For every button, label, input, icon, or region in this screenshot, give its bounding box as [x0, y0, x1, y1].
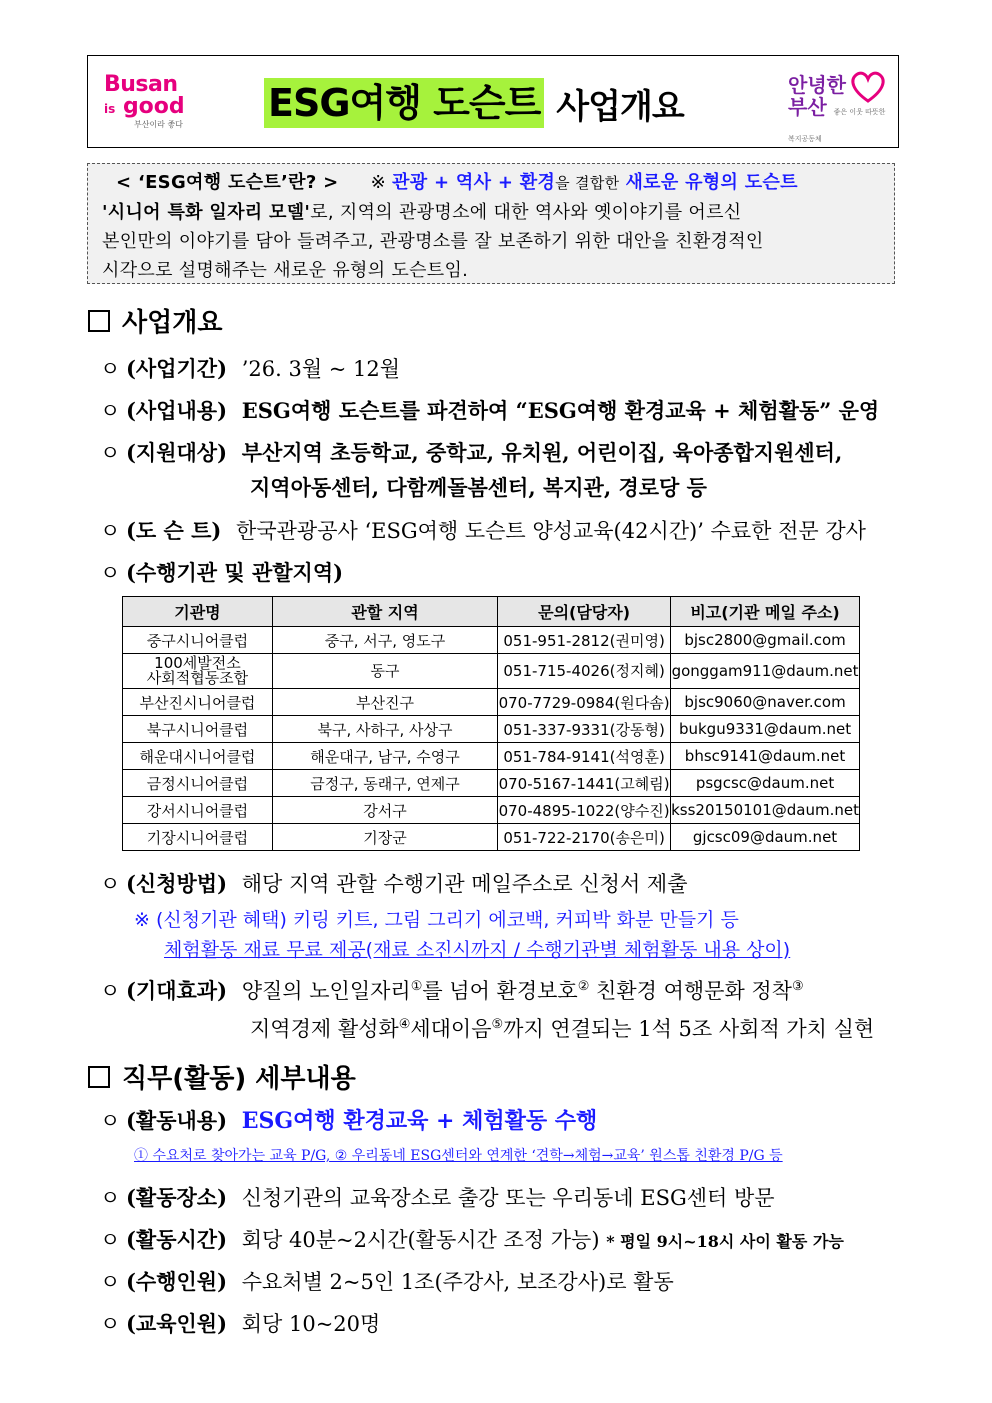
item-activity	[100, 1104, 597, 1135]
item-docent-label: (도 슨 트)	[126, 518, 222, 543]
item-content-text: ESG여행 도슨트를 파견하여 “ESG여행 환경교육 + 체험활동” 운영	[241, 398, 880, 423]
effect-sup4: ④	[398, 1017, 411, 1032]
item-apply	[100, 868, 688, 898]
effect-sup5: ⑤	[491, 1017, 504, 1032]
item-period-label: (사업기간)	[126, 356, 228, 381]
bullet-icon: ㅇ	[100, 399, 121, 423]
institution-table	[122, 596, 860, 851]
table-cell: kss20150101@daum.net	[671, 797, 860, 824]
item-students	[100, 1308, 380, 1338]
checkbox-square-icon	[88, 310, 110, 332]
table-header: 비고(기관 메일 주소)	[671, 597, 860, 627]
intro-box	[87, 163, 895, 284]
item-time-note: * 평일 9시~18시 사이 활동 가능	[606, 1232, 844, 1251]
table-cell: 051-951-2812(권미영)	[498, 627, 671, 654]
bullet-icon: ㅇ	[100, 979, 121, 1003]
item-period-text: ’26. 3월 ~ 12월	[241, 357, 401, 381]
page-title-rest: 사업개요	[556, 86, 684, 127]
table-cell: bhsc9141@daum.net	[671, 743, 860, 770]
header-box	[87, 55, 899, 148]
effect-part6: 까지 연결되는 1석 5조 사회적 가치 실현	[503, 1017, 875, 1041]
section1-heading	[88, 302, 222, 339]
bullet-icon: ㅇ	[100, 519, 121, 543]
intro-heading: < ‘ESG여행 도슨트’란? >	[116, 172, 339, 193]
item-time-text: 회당 40분~2시간(활동시간 조정 가능)	[241, 1228, 600, 1252]
table-cell: 중구, 서구, 영도구	[272, 627, 497, 654]
item-students-text: 회당 10~20명	[241, 1312, 381, 1336]
item-institutions-label: (수행기관 및 관할지역)	[126, 560, 344, 585]
item-students-label: (교육인원)	[126, 1311, 228, 1336]
item-content-label: (사업내용)	[126, 398, 228, 423]
intro-line1	[102, 168, 880, 198]
effect-part1: 양질의 노인일자리	[241, 979, 411, 1003]
heart-icon	[848, 70, 888, 104]
table-cell: 070-7729-0984(원다솜)	[498, 689, 671, 716]
bullet-icon: ㅇ	[100, 561, 121, 585]
item-time-label: (활동시간)	[126, 1227, 228, 1252]
item-staff	[100, 1266, 674, 1296]
logo-right-line1: 안녕한	[788, 73, 846, 97]
item-place-text: 신청기관의 교육장소로 출강 또는 우리동네 ESG센터 방문	[241, 1186, 775, 1210]
item-target-label: (지원대상)	[126, 440, 228, 465]
effect-part3: 친환경 여행문화 정착	[596, 979, 792, 1003]
table-cell: 강서시니어클럽	[123, 797, 273, 824]
table-cell: 동구	[272, 654, 497, 689]
logo-left-line2: good	[122, 94, 185, 119]
busan-is-good-logo	[104, 74, 194, 132]
section2-title: 직무(활동) 세부내용	[122, 1064, 356, 1094]
table-header: 문의(담당자)	[498, 597, 671, 627]
bullet-icon: ㅇ	[100, 1109, 121, 1133]
table-cell: 기장시니어클럽	[123, 824, 273, 851]
bullet-icon: ㅇ	[100, 872, 121, 896]
table-cell: 051-722-2170(송은미)	[498, 824, 671, 851]
effect-part5: 세대이음	[410, 1017, 492, 1041]
table-row	[123, 689, 860, 716]
logo-left-line1: Busan	[104, 72, 178, 97]
logo-right-line2-wrap	[788, 96, 888, 150]
effect-part4: 지역경제 활성화	[250, 1017, 399, 1041]
table-row	[123, 797, 860, 824]
logo-left-sub: 부산이라 좋다	[134, 120, 183, 129]
table-cell: 강서구	[272, 797, 497, 824]
table-cell: gonggam911@daum.net	[671, 654, 860, 689]
intro-line2-bold: '시니어 특화 일자리 모델'	[102, 202, 311, 223]
page-title	[264, 76, 684, 130]
logo-right-sub: 좋은 이웃 따뜻한 복지공동체	[788, 108, 886, 143]
item-activity-label: (활동내용)	[126, 1108, 228, 1133]
bullet-icon: ㅇ	[100, 441, 121, 465]
table-cell: 금정구, 동래구, 연제구	[272, 770, 497, 797]
bullet-icon: ㅇ	[100, 1270, 121, 1294]
section2-heading	[88, 1058, 356, 1095]
item-place	[100, 1182, 775, 1212]
table-header: 관할 지역	[272, 597, 497, 627]
table-cell: 중구시니어클럽	[123, 627, 273, 654]
intro-line3: 본인만의 이야기를 담아 들려주고, 관광명소를 잘 보존하기 위한 대안을 친환경적인	[102, 231, 764, 252]
table-cell: bukgu9331@daum.net	[671, 716, 860, 743]
item-effect	[100, 975, 804, 1005]
section1-title: 사업개요	[122, 308, 223, 338]
item-target-text: 부산지역 초등학교, 중학교, 유치원, 어린이집, 육아종합지원센터,	[241, 440, 843, 465]
table-cell: 051-337-9331(강동형)	[498, 716, 671, 743]
intro-line2	[102, 198, 880, 227]
table-cell: psgcsc@daum.net	[671, 770, 860, 797]
item-docent-text: 한국관광공사 ‘ESG여행 도슨트 양성교육(42시간)’ 수료한 전문 강사	[236, 519, 866, 543]
table-cell: 부산진구	[272, 689, 497, 716]
item-docent	[100, 515, 866, 545]
table-cell: 부산진시니어클럽	[123, 689, 273, 716]
table-header: 기관명	[123, 597, 273, 627]
bullet-icon: ㅇ	[100, 1228, 121, 1252]
item-target-text2: 지역아동센터, 다함께돌봄센터, 복지관, 경로당 등	[250, 475, 707, 500]
item-staff-label: (수행인원)	[126, 1269, 228, 1294]
intro-note-blue: 관광 + 역사 + 환경	[392, 172, 556, 193]
table-row	[123, 716, 860, 743]
table-cell: 기장군	[272, 824, 497, 851]
table-row	[123, 824, 860, 851]
intro-line2-rest: 로, 지역의 관광명소에 대한 역사와 옛이야기를 어르신	[310, 202, 742, 223]
apply-benefit-note: ※ (신청기관 혜택) 키링 키트, 그림 그리기 에코백, 커피박 화분 만들기 등	[134, 909, 739, 931]
item-institutions	[100, 557, 343, 587]
item-time	[100, 1224, 844, 1254]
item-place-label: (활동장소)	[126, 1185, 228, 1210]
table-cell: 070-4895-1022(양수진)	[498, 797, 671, 824]
checkbox-square-icon	[88, 1066, 110, 1088]
intro-line4: 시각으로 설명해주는 새로운 유형의 도슨트임.	[102, 260, 469, 281]
table-cell: 051-715-4026(정지혜)	[498, 654, 671, 689]
table-cell: 북구시니어클럽	[123, 716, 273, 743]
table-cell: 금정시니어클럽	[123, 770, 273, 797]
item-period	[100, 353, 400, 383]
logo-left-line2-wrap	[104, 96, 194, 120]
item-staff-text: 수요처별 2~5인 1조(주강사, 보조강사)로 활동	[241, 1270, 674, 1294]
effect-line2	[250, 1013, 874, 1043]
bullet-icon: ㅇ	[100, 357, 121, 381]
activity-note: ① 수요처로 찾아가는 교육 P/G, ② 우리동네 ESG센터와 연계한 ‘견학→체험→교육’ 원스톱 친환경 P/G 등	[134, 1148, 783, 1164]
item-activity-text: ESG여행 환경교육 + 체험활동 수행	[241, 1108, 598, 1134]
apply-benefit-note2: 체험활동 재료 무료 제공(재료 소진시까지 / 수행기관별 체험활동 내용 상이)	[164, 939, 791, 961]
page-title-highlight: ESG여행 도슨트	[264, 78, 544, 128]
table-cell: 100세발전소 사회적협동조합	[123, 654, 273, 689]
annyeonghan-busan-logo	[788, 73, 888, 143]
intro-note-blue2: 새로운 유형의 도슨트	[625, 172, 798, 193]
item-target	[100, 437, 842, 467]
bullet-icon: ㅇ	[100, 1186, 121, 1210]
table-cell: 북구, 사하구, 사상구	[272, 716, 497, 743]
intro-note-prefix: ※	[370, 172, 386, 193]
bullet-icon: ㅇ	[100, 1312, 121, 1336]
logo-right-line2: 부산	[788, 95, 827, 119]
table-cell: gjcsc09@daum.net	[671, 824, 860, 851]
table-header-row	[123, 597, 860, 627]
table-cell: 해운대시니어클럽	[123, 743, 273, 770]
item-content	[100, 395, 879, 425]
table-cell: 051-784-9141(석영훈)	[498, 743, 671, 770]
table-row	[123, 770, 860, 797]
table-cell: bjsc9060@naver.com	[671, 689, 860, 716]
item-apply-label: (신청방법)	[126, 871, 228, 896]
item-effect-label: (기대효과)	[126, 978, 228, 1003]
logo-left-is: is	[104, 102, 116, 116]
table-cell: 070-5167-1441(고혜림)	[498, 770, 671, 797]
table-row	[123, 743, 860, 770]
effect-sup1: ①	[410, 979, 423, 994]
effect-sup3: ③	[791, 979, 804, 994]
effect-sup2: ②	[577, 979, 590, 994]
table-row	[123, 654, 860, 689]
item-apply-text: 해당 지역 관할 수행기관 메일주소로 신청서 제출	[241, 872, 688, 896]
table-row	[123, 627, 860, 654]
table-cell: 해운대구, 남구, 수영구	[272, 743, 497, 770]
effect-part2: 를 넘어 환경보호	[422, 979, 578, 1003]
table-cell: bjsc2800@gmail.com	[671, 627, 860, 654]
intro-note-mid: 을 결합한	[555, 174, 620, 192]
